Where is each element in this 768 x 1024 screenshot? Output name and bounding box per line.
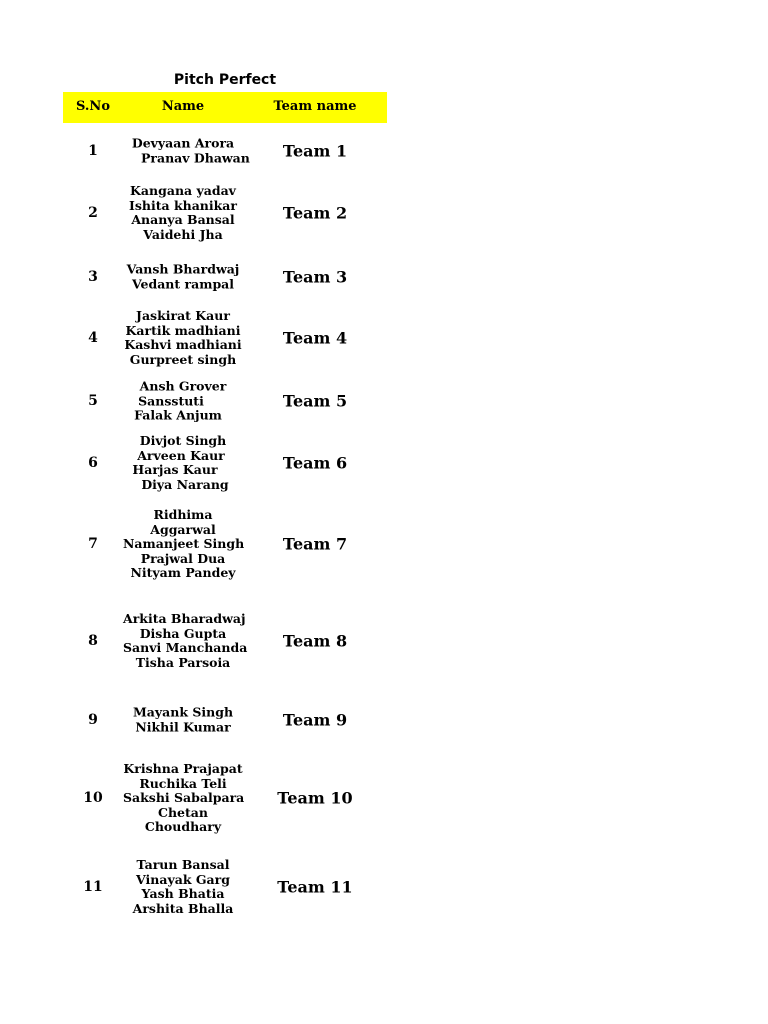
member-name: Jaskirat Kaur <box>136 308 230 323</box>
member-name: Vedant rampal <box>131 276 235 291</box>
header-team-name: Team name <box>273 99 357 114</box>
member-name: Ruchika Teli <box>139 775 227 791</box>
row-sno: 7 <box>88 536 98 552</box>
row-team: Team 8 <box>282 631 348 651</box>
member-name: Chetan <box>158 804 208 820</box>
member-name: Kashvi madhiani <box>124 337 242 352</box>
table-row <box>63 759 387 837</box>
member-name: Vinayak Garg <box>136 871 230 887</box>
row-team: Team 2 <box>282 203 348 223</box>
row-sno: 11 <box>83 879 103 895</box>
member-name: Arshita Bhalla <box>132 900 234 916</box>
member-name: Arveen Kaur <box>137 447 225 463</box>
member-name: Kartik madhiani <box>125 322 241 338</box>
table-row <box>63 258 387 296</box>
member-name: Harjas Kaur <box>132 462 218 477</box>
row-sno: 5 <box>88 393 98 409</box>
member-name: Ishita khanikar <box>129 197 237 213</box>
row-members <box>123 611 248 670</box>
table-row <box>63 609 387 673</box>
member-name: Namanjeet Singh <box>123 535 245 551</box>
member-name: Falak Anjum <box>134 407 222 423</box>
member-name: Ansh Grover <box>139 378 227 394</box>
table-row <box>63 307 387 369</box>
row-members <box>123 184 243 242</box>
member-name: Nikhil Kumar <box>135 719 231 734</box>
member-name: Tarun Bansal <box>136 857 230 872</box>
member-name: Vaidehi Jha <box>143 226 223 242</box>
row-team: Team 3 <box>282 267 348 287</box>
row-team: Team 6 <box>282 453 348 473</box>
header-sno: S.No <box>75 99 110 114</box>
member-name: Prajwal Dua <box>140 550 226 566</box>
member-name: Ananya Bansal <box>131 212 235 227</box>
member-name: Kangana yadav <box>130 183 236 198</box>
row-sno: 8 <box>88 633 98 649</box>
row-team: Team 11 <box>277 877 353 897</box>
row-team: Team 7 <box>282 534 348 554</box>
row-sno: 6 <box>88 455 98 471</box>
member-name: Sanvi Manchanda <box>123 640 248 655</box>
member-name: Krishna Prajapat <box>123 760 243 776</box>
row-team: Team 1 <box>282 141 348 161</box>
member-name: Aggarwal <box>150 521 216 537</box>
row-members <box>123 135 250 166</box>
member-name: Arkita Bharadwaj <box>123 611 246 626</box>
row-team: Team 4 <box>282 328 348 348</box>
member-name: Tisha Parsoia <box>135 654 231 670</box>
table-row <box>63 506 387 582</box>
member-name: Ridhima <box>153 506 213 522</box>
member-name: Nityam Pandey <box>130 564 236 580</box>
row-members <box>123 434 243 492</box>
member-name: Vansh Bhardwaj <box>126 261 240 277</box>
member-name: Gurpreet singh <box>129 351 237 367</box>
row-sno: 4 <box>88 330 98 346</box>
member-name: Diya Narang <box>141 476 229 492</box>
member-name: Mayank Singh <box>132 704 234 720</box>
table-row <box>63 855 387 919</box>
row-team: Team 5 <box>282 391 348 411</box>
page-title: Pitch Perfect <box>173 72 277 88</box>
table-header <box>63 92 387 123</box>
member-name: Yash Bhatia <box>141 886 225 901</box>
row-members <box>123 508 243 581</box>
row-members <box>123 309 243 367</box>
table-row <box>63 701 387 739</box>
member-name: Sakshi Sabalpara <box>123 789 245 805</box>
row-members <box>123 762 243 835</box>
row-team: Team 9 <box>282 710 348 730</box>
member-name: Disha Gupta <box>139 625 227 641</box>
member-name: Choudhary <box>144 818 222 834</box>
row-members <box>123 379 243 423</box>
row-members <box>123 263 243 292</box>
table-row <box>63 378 387 424</box>
member-name: Divjot Singh <box>139 433 227 448</box>
member-name: Sansstuti <box>138 392 204 408</box>
row-members <box>123 706 243 735</box>
row-sno: 10 <box>83 790 103 806</box>
row-sno: 3 <box>88 269 98 285</box>
member-name: Pranav Dhawan <box>141 150 250 165</box>
row-team: Team 10 <box>277 788 353 808</box>
table-row <box>63 130 387 172</box>
row-sno: 9 <box>88 712 98 728</box>
table-row <box>63 182 387 244</box>
header-name: Name <box>161 99 205 114</box>
member-name: Devyaan Arora <box>131 135 235 151</box>
row-members <box>123 858 243 916</box>
table-row <box>63 433 387 493</box>
row-sno: 2 <box>88 205 98 221</box>
row-sno: 1 <box>88 143 98 159</box>
